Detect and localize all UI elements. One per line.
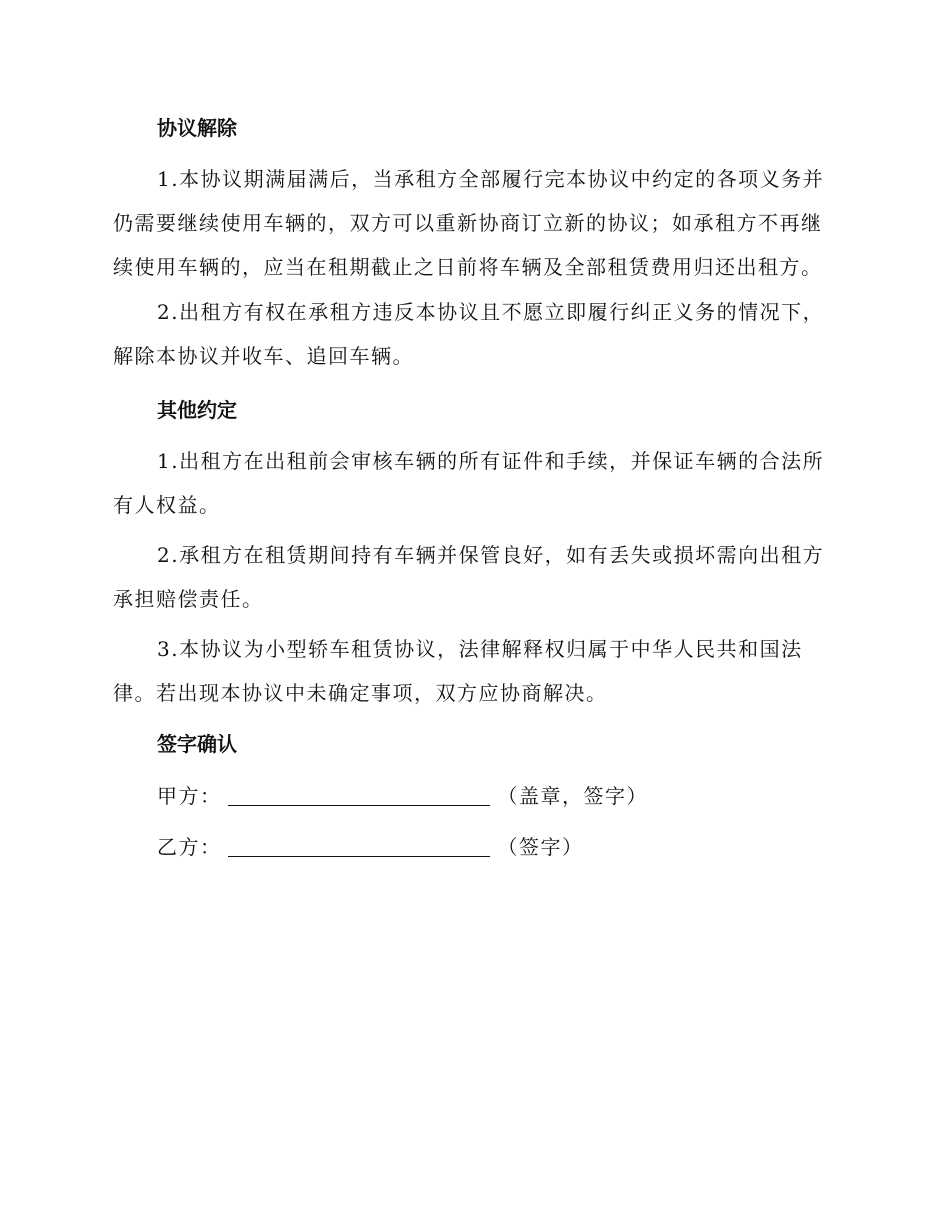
party-b-signature-blank[interactable] [228,836,490,857]
party-a-signature-blank[interactable] [228,785,490,806]
other-terms-clause-2: 2.承租方在租赁期间持有车辆并保管良好，如有丢失或损坏需向出租方承担赔偿责任。 [113,543,825,611]
other-terms-clause-1: 1.出租方在出租前会审核车辆的所有证件和手续，并保证车辆的合法所有人权益。 [113,449,825,517]
section-heading-termination: 协议解除 [157,116,237,140]
signature-party-b [157,833,584,861]
party-b-label: 乙方： [157,835,222,859]
termination-clause-2: 2.出租方有权在承租方违反本协议且不愿立即履行纠正义务的情况下，解除本协议并收车、追回车辆。 [113,300,825,368]
other-terms-clause-3: 3.本协议为小型轿车租赁协议，法律解释权归属于中华人民共和国法律。若出现本协议中未确定事项，双方应协商解决。 [113,637,803,705]
signature-party-a [157,782,648,810]
section-heading-other-terms: 其他约定 [157,398,237,422]
termination-clause-1: 1.本协议期满届满后，当承租方全部履行完本协议中约定的各项义务并仍需要继续使用车辆的，双方可以重新协商订立新的协议；如承租方不再继续使用车辆的，应当在租期截止之日前将车辆及全部租赁费用归还出租方。 [113,167,825,279]
party-a-note: （盖章，签字） [497,784,648,808]
party-a-label: 甲方： [157,784,222,808]
section-heading-signatures: 签字确认 [157,732,237,756]
party-b-note: （签字） [497,835,584,859]
